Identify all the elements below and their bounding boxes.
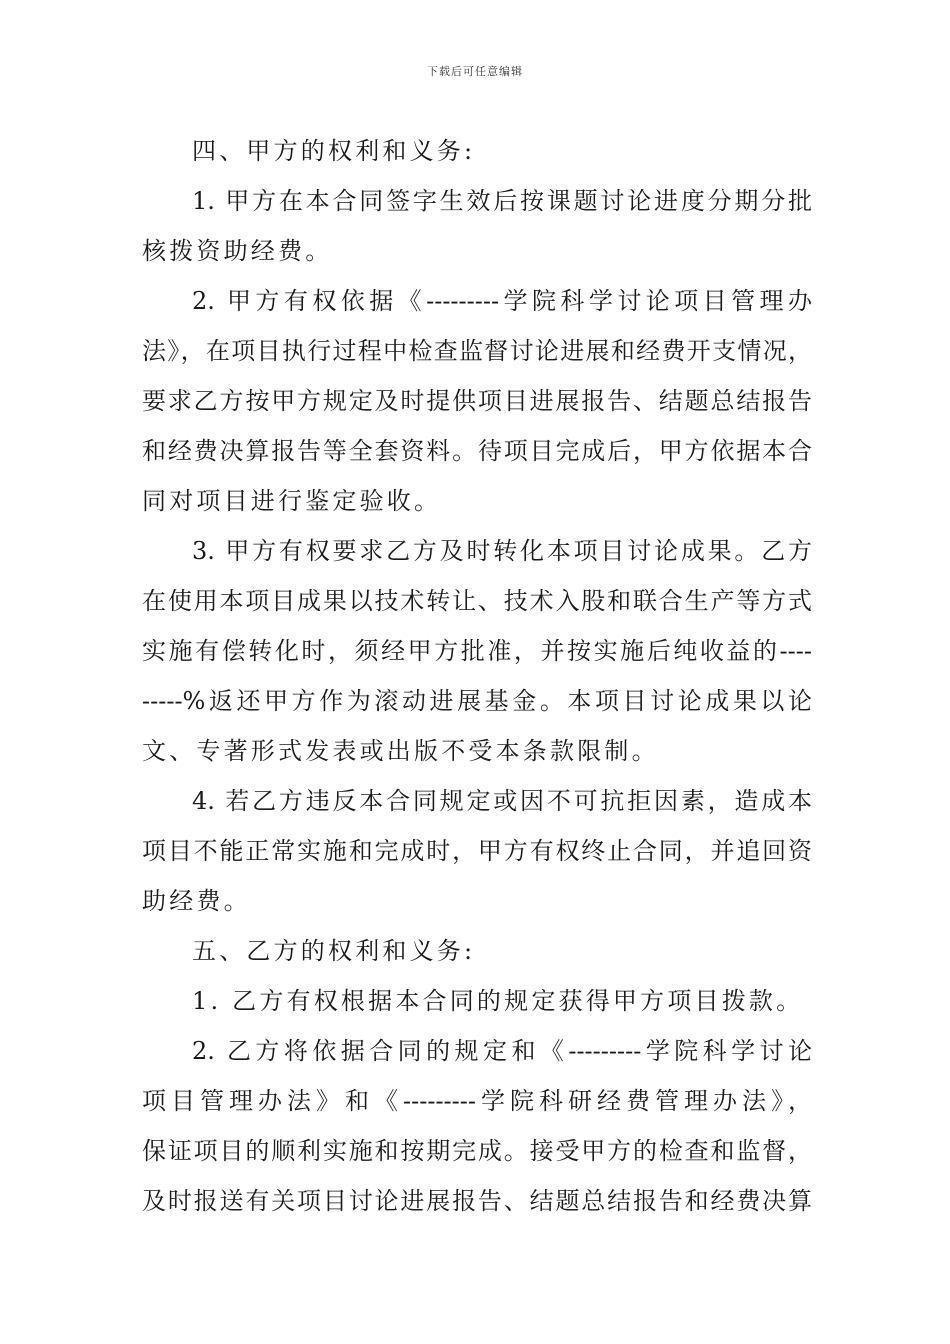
text-line: 及时报送有关项目讨论进展报告、结题总结报告和经费决算 (142, 1187, 812, 1215)
text-line: 项目不能正常实施和完成时，甲方有权终止合同，并追回资 (142, 837, 812, 865)
text-line: 4. 若乙方违反本合同规定或因不可抗拒因素，造成本 (192, 787, 812, 815)
text-line: 要求乙方按甲方规定及时提供项目进展报告、结题总结报告 (142, 387, 812, 415)
section-heading-party-a: 四、甲方的权利和义务: (192, 137, 476, 165)
text-line: 1. 乙方有权根据本合同的规定获得甲方项目拨款。 (192, 987, 804, 1015)
text-line: 同对项目进行鉴定验收。 (142, 487, 442, 515)
text-line: 核拨资助经费。 (142, 237, 333, 265)
text-line: 实施有偿转化时，须经甲方批准，并按实施后纯收益的---- (142, 637, 812, 665)
text-line: 在使用本项目成果以技术转让、技术入股和联合生产等方式 (142, 587, 812, 615)
text-line: 法》，在项目执行过程中检查监督讨论进展和经费开支情况， (142, 337, 812, 365)
text-line: 助经费。 (142, 887, 251, 915)
text-line: -----%返还甲方作为滚动进展基金。本项目讨论成果以论 (142, 687, 812, 715)
document-body (142, 126, 812, 1226)
text-line: 3. 甲方有权要求乙方及时转化本项目讨论成果。乙方 (192, 537, 812, 565)
text-line: 1. 甲方在本合同签字生效后按课题讨论进度分期分批 (192, 187, 812, 215)
text-line: 2. 甲方有权依据《---------学院科学讨论项目管理办 (192, 287, 812, 315)
text-line: 和经费决算报告等全套资料。待项目完成后，甲方依据本合 (142, 437, 812, 465)
text-line: 2. 乙方将依据合同的规定和《---------学院科学讨论 (192, 1037, 812, 1065)
text-line: 项目管理办法》和《---------学院科研经费管理办法》， (142, 1087, 812, 1115)
page-header-note: 下载后可任意编辑 (427, 65, 523, 78)
section-heading-party-b: 五、乙方的权利和义务: (192, 937, 476, 965)
text-line: 文、专著形式发表或出版不受本条款限制。 (142, 737, 659, 765)
text-line: 保证项目的顺利实施和按期完成。接受甲方的检查和监督， (142, 1137, 812, 1165)
